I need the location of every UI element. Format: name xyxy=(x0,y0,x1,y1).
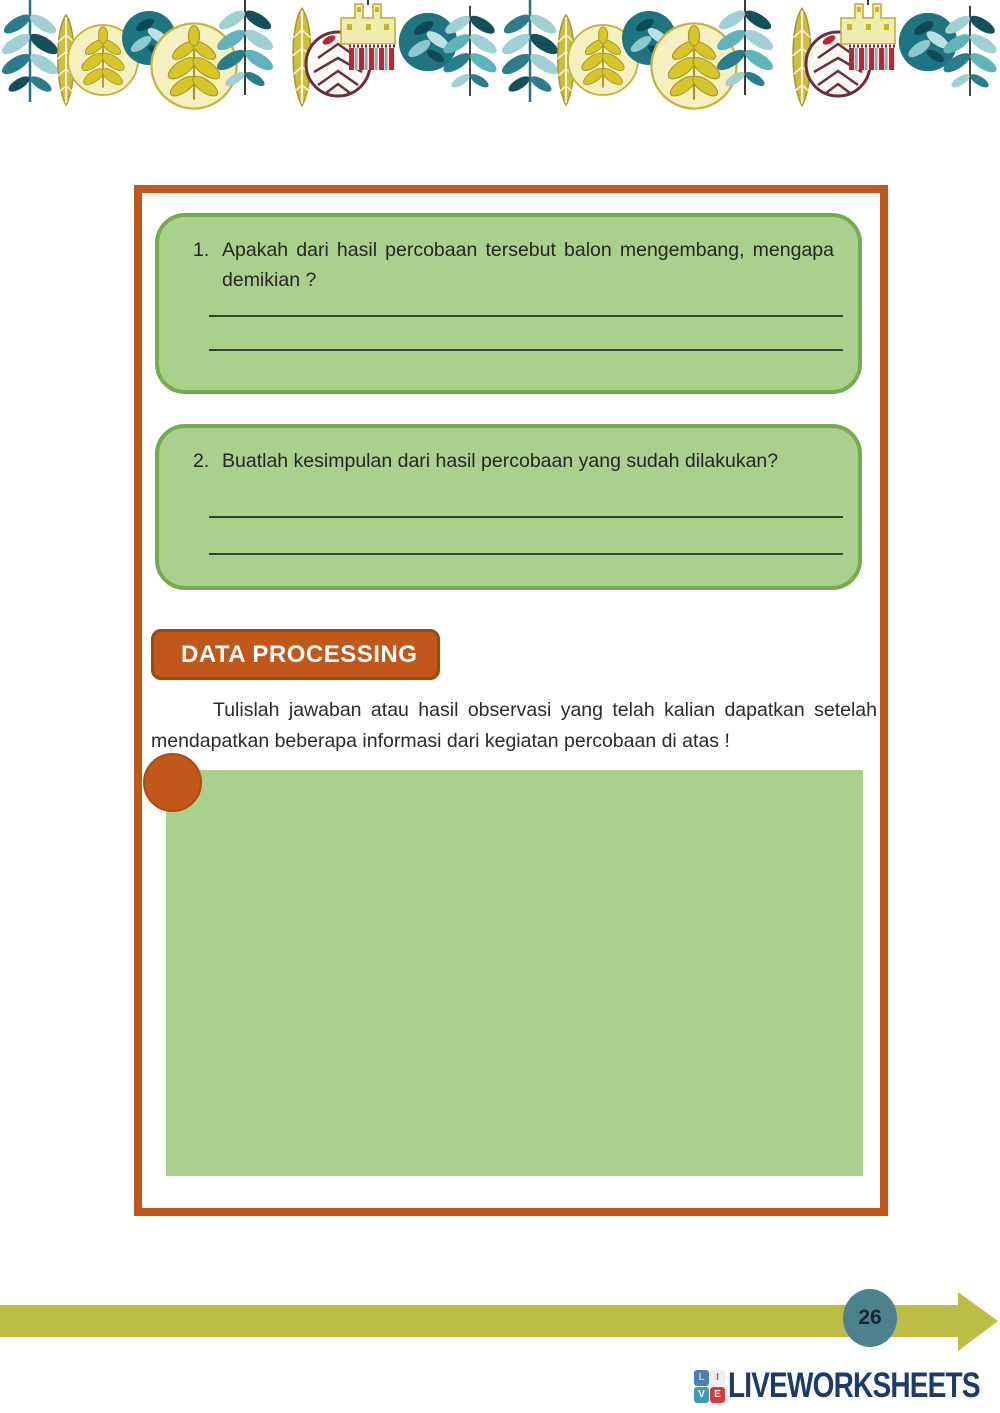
logo-letter-e: E xyxy=(710,1387,725,1403)
question-1-text: Apakah dari hasil percobaan tersebut balon mengembang, mengapa demikian ? xyxy=(222,239,834,291)
data-processing-heading xyxy=(151,629,440,680)
question-2-number: 2. xyxy=(193,450,210,472)
brand-text: LIVEWORKSHEETS xyxy=(728,1366,980,1405)
answer-line[interactable] xyxy=(209,315,843,317)
orange-bullet-icon xyxy=(143,753,202,812)
question-2-text: Buatlah kesimpulan dari hasil percobaan yang sudah dilakukan? xyxy=(222,450,779,472)
answer-line[interactable] xyxy=(209,349,843,351)
question-1-number: 1. xyxy=(193,239,210,261)
logo-letter-l: L xyxy=(694,1370,709,1386)
answer-line[interactable] xyxy=(209,553,843,555)
question-box-1 xyxy=(155,213,862,394)
liveworksheets-icon xyxy=(694,1370,725,1403)
banner-decoration xyxy=(0,0,1000,112)
brand-logo[interactable] xyxy=(694,1366,1000,1406)
question-box-2 xyxy=(155,424,862,590)
instruction-text: Tulislah jawaban atau hasil observasi yang telah kalian dapatkan setelah mendapatkan beberapa informasi dari kegiatan percobaan di atas ! xyxy=(151,699,877,752)
main-frame xyxy=(134,185,888,1216)
logo-letter-v: V xyxy=(694,1387,709,1403)
page-number: 26 xyxy=(858,1306,882,1329)
data-processing-label: DATA PROCESSING xyxy=(181,640,418,668)
logo-letter-i: I xyxy=(710,1370,725,1386)
page-number-badge xyxy=(843,1289,897,1347)
answer-area[interactable] xyxy=(166,770,863,1176)
answer-line[interactable] xyxy=(209,516,843,518)
